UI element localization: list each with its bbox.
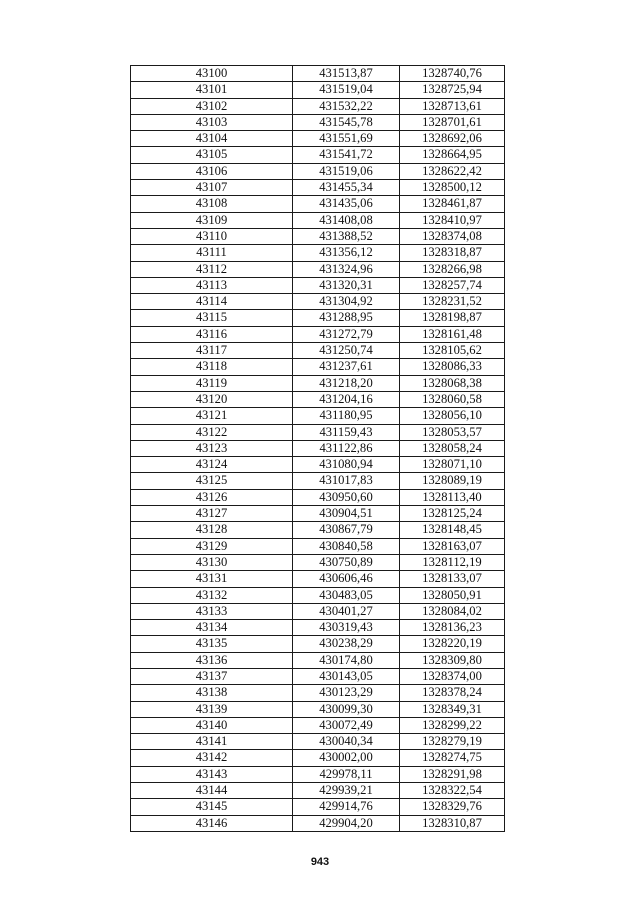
x-coordinate-cell: 431180,95	[293, 408, 400, 424]
table-row	[131, 326, 505, 342]
x-coordinate-cell: 430750,89	[293, 554, 400, 570]
x-coordinate-cell: 431408,08	[293, 212, 400, 228]
table-row	[131, 636, 505, 652]
table-row	[131, 457, 505, 473]
x-coordinate-cell: 431513,87	[293, 66, 400, 82]
coordinates-table-body	[131, 66, 505, 832]
point-id-cell: 43141	[131, 734, 293, 750]
x-coordinate-cell: 431356,12	[293, 245, 400, 261]
y-coordinate-cell: 1328125,24	[400, 506, 505, 522]
table-row	[131, 147, 505, 163]
point-id-cell: 43109	[131, 212, 293, 228]
point-id-cell: 43131	[131, 571, 293, 587]
x-coordinate-cell: 429914,76	[293, 799, 400, 815]
table-row	[131, 554, 505, 570]
point-id-cell: 43145	[131, 799, 293, 815]
table-row	[131, 734, 505, 750]
x-coordinate-cell: 431122,86	[293, 440, 400, 456]
y-coordinate-cell: 1328329,76	[400, 799, 505, 815]
table-row	[131, 343, 505, 359]
x-coordinate-cell: 430319,43	[293, 620, 400, 636]
point-id-cell: 43114	[131, 294, 293, 310]
x-coordinate-cell: 430606,46	[293, 571, 400, 587]
point-id-cell: 43139	[131, 701, 293, 717]
y-coordinate-cell: 1328163,07	[400, 538, 505, 554]
point-id-cell: 43135	[131, 636, 293, 652]
y-coordinate-cell: 1328374,00	[400, 668, 505, 684]
point-id-cell: 43103	[131, 114, 293, 130]
y-coordinate-cell: 1328113,40	[400, 489, 505, 505]
page-number: 943	[310, 856, 330, 868]
point-id-cell: 43112	[131, 261, 293, 277]
table-row	[131, 131, 505, 147]
point-id-cell: 43130	[131, 554, 293, 570]
y-coordinate-cell: 1328299,22	[400, 717, 505, 733]
table-row	[131, 180, 505, 196]
x-coordinate-cell: 430867,79	[293, 522, 400, 538]
y-coordinate-cell: 1328310,87	[400, 815, 505, 831]
point-id-cell: 43100	[131, 66, 293, 82]
x-coordinate-cell: 430040,34	[293, 734, 400, 750]
y-coordinate-cell: 1328058,24	[400, 440, 505, 456]
point-id-cell: 43110	[131, 228, 293, 244]
x-coordinate-cell: 430143,05	[293, 668, 400, 684]
point-id-cell: 43132	[131, 587, 293, 603]
y-coordinate-cell: 1328056,10	[400, 408, 505, 424]
point-id-cell: 43125	[131, 473, 293, 489]
table-row	[131, 783, 505, 799]
point-id-cell: 43102	[131, 98, 293, 114]
table-row	[131, 538, 505, 554]
table-row	[131, 82, 505, 98]
point-id-cell: 43126	[131, 489, 293, 505]
table-row	[131, 620, 505, 636]
point-id-cell: 43111	[131, 245, 293, 261]
y-coordinate-cell: 1328112,19	[400, 554, 505, 570]
x-coordinate-cell: 430002,00	[293, 750, 400, 766]
point-id-cell: 43123	[131, 440, 293, 456]
y-coordinate-cell: 1328105,62	[400, 343, 505, 359]
point-id-cell: 43138	[131, 685, 293, 701]
y-coordinate-cell: 1328060,58	[400, 391, 505, 407]
y-coordinate-cell: 1328257,74	[400, 277, 505, 293]
table-row	[131, 424, 505, 440]
table-row	[131, 750, 505, 766]
y-coordinate-cell: 1328664,95	[400, 147, 505, 163]
point-id-cell: 43124	[131, 457, 293, 473]
y-coordinate-cell: 1328279,19	[400, 734, 505, 750]
y-coordinate-cell: 1328231,52	[400, 294, 505, 310]
y-coordinate-cell: 1328461,87	[400, 196, 505, 212]
table-row	[131, 163, 505, 179]
x-coordinate-cell: 431435,06	[293, 196, 400, 212]
y-coordinate-cell: 1328133,07	[400, 571, 505, 587]
table-row	[131, 668, 505, 684]
table-row	[131, 277, 505, 293]
y-coordinate-cell: 1328692,06	[400, 131, 505, 147]
x-coordinate-cell: 430174,80	[293, 652, 400, 668]
table-row	[131, 685, 505, 701]
y-coordinate-cell: 1328291,98	[400, 766, 505, 782]
coordinates-table	[130, 65, 505, 832]
y-coordinate-cell: 1328349,31	[400, 701, 505, 717]
x-coordinate-cell: 431519,06	[293, 163, 400, 179]
table-row	[131, 261, 505, 277]
point-id-cell: 43143	[131, 766, 293, 782]
y-coordinate-cell: 1328136,23	[400, 620, 505, 636]
table-row	[131, 408, 505, 424]
x-coordinate-cell: 430483,05	[293, 587, 400, 603]
point-id-cell: 43113	[131, 277, 293, 293]
table-row	[131, 114, 505, 130]
x-coordinate-cell: 430072,49	[293, 717, 400, 733]
y-coordinate-cell: 1328701,61	[400, 114, 505, 130]
point-id-cell: 43105	[131, 147, 293, 163]
y-coordinate-cell: 1328161,48	[400, 326, 505, 342]
point-id-cell: 43142	[131, 750, 293, 766]
point-id-cell: 43136	[131, 652, 293, 668]
point-id-cell: 43117	[131, 343, 293, 359]
y-coordinate-cell: 1328089,19	[400, 473, 505, 489]
x-coordinate-cell: 430401,27	[293, 603, 400, 619]
x-coordinate-cell: 431551,69	[293, 131, 400, 147]
x-coordinate-cell: 431324,96	[293, 261, 400, 277]
x-coordinate-cell: 431017,83	[293, 473, 400, 489]
y-coordinate-cell: 1328713,61	[400, 98, 505, 114]
table-row	[131, 717, 505, 733]
y-coordinate-cell: 1328410,97	[400, 212, 505, 228]
x-coordinate-cell: 431080,94	[293, 457, 400, 473]
y-coordinate-cell: 1328378,24	[400, 685, 505, 701]
y-coordinate-cell: 1328148,45	[400, 522, 505, 538]
y-coordinate-cell: 1328309,80	[400, 652, 505, 668]
table-row	[131, 294, 505, 310]
y-coordinate-cell: 1328053,57	[400, 424, 505, 440]
point-id-cell: 43133	[131, 603, 293, 619]
x-coordinate-cell: 431204,16	[293, 391, 400, 407]
y-coordinate-cell: 1328374,08	[400, 228, 505, 244]
table-row	[131, 98, 505, 114]
y-coordinate-cell: 1328084,02	[400, 603, 505, 619]
table-row	[131, 603, 505, 619]
x-coordinate-cell: 431159,43	[293, 424, 400, 440]
table-row	[131, 571, 505, 587]
table-row	[131, 196, 505, 212]
x-coordinate-cell: 430123,29	[293, 685, 400, 701]
point-id-cell: 43108	[131, 196, 293, 212]
y-coordinate-cell: 1328500,12	[400, 180, 505, 196]
x-coordinate-cell: 431288,95	[293, 310, 400, 326]
table-row	[131, 440, 505, 456]
y-coordinate-cell: 1328274,75	[400, 750, 505, 766]
table-row	[131, 587, 505, 603]
x-coordinate-cell: 431455,34	[293, 180, 400, 196]
point-id-cell: 43119	[131, 375, 293, 391]
x-coordinate-cell: 429978,11	[293, 766, 400, 782]
y-coordinate-cell: 1328725,94	[400, 82, 505, 98]
y-coordinate-cell: 1328322,54	[400, 783, 505, 799]
x-coordinate-cell: 431320,31	[293, 277, 400, 293]
table-row	[131, 212, 505, 228]
point-id-cell: 43107	[131, 180, 293, 196]
y-coordinate-cell: 1328086,33	[400, 359, 505, 375]
x-coordinate-cell: 430099,30	[293, 701, 400, 717]
x-coordinate-cell: 431388,52	[293, 228, 400, 244]
point-id-cell: 43106	[131, 163, 293, 179]
x-coordinate-cell: 431519,04	[293, 82, 400, 98]
y-coordinate-cell: 1328198,87	[400, 310, 505, 326]
point-id-cell: 43128	[131, 522, 293, 538]
x-coordinate-cell: 431272,79	[293, 326, 400, 342]
table-row	[131, 245, 505, 261]
y-coordinate-cell: 1328068,38	[400, 375, 505, 391]
x-coordinate-cell: 431304,92	[293, 294, 400, 310]
table-row	[131, 815, 505, 831]
point-id-cell: 43101	[131, 82, 293, 98]
table-row	[131, 359, 505, 375]
table-row	[131, 701, 505, 717]
point-id-cell: 43121	[131, 408, 293, 424]
table-row	[131, 375, 505, 391]
point-id-cell: 43120	[131, 391, 293, 407]
x-coordinate-cell: 429904,20	[293, 815, 400, 831]
point-id-cell: 43122	[131, 424, 293, 440]
x-coordinate-cell: 431250,74	[293, 343, 400, 359]
x-coordinate-cell: 431545,78	[293, 114, 400, 130]
y-coordinate-cell: 1328071,10	[400, 457, 505, 473]
x-coordinate-cell: 431532,22	[293, 98, 400, 114]
table-row	[131, 473, 505, 489]
y-coordinate-cell: 1328050,91	[400, 587, 505, 603]
x-coordinate-cell: 431218,20	[293, 375, 400, 391]
y-coordinate-cell: 1328220,19	[400, 636, 505, 652]
point-id-cell: 43118	[131, 359, 293, 375]
point-id-cell: 43144	[131, 783, 293, 799]
table-row	[131, 228, 505, 244]
table-row	[131, 310, 505, 326]
point-id-cell: 43129	[131, 538, 293, 554]
table-row	[131, 506, 505, 522]
table-row	[131, 766, 505, 782]
point-id-cell: 43137	[131, 668, 293, 684]
x-coordinate-cell: 430840,58	[293, 538, 400, 554]
point-id-cell: 43140	[131, 717, 293, 733]
table-row	[131, 489, 505, 505]
point-id-cell: 43116	[131, 326, 293, 342]
y-coordinate-cell: 1328622,42	[400, 163, 505, 179]
x-coordinate-cell: 430238,29	[293, 636, 400, 652]
y-coordinate-cell: 1328266,98	[400, 261, 505, 277]
table-row	[131, 652, 505, 668]
x-coordinate-cell: 431237,61	[293, 359, 400, 375]
table-row	[131, 522, 505, 538]
point-id-cell: 43146	[131, 815, 293, 831]
table-row	[131, 391, 505, 407]
point-id-cell: 43127	[131, 506, 293, 522]
table-row	[131, 799, 505, 815]
x-coordinate-cell: 430950,60	[293, 489, 400, 505]
y-coordinate-cell: 1328318,87	[400, 245, 505, 261]
x-coordinate-cell: 431541,72	[293, 147, 400, 163]
point-id-cell: 43104	[131, 131, 293, 147]
point-id-cell: 43134	[131, 620, 293, 636]
table-row	[131, 66, 505, 82]
x-coordinate-cell: 430904,51	[293, 506, 400, 522]
x-coordinate-cell: 429939,21	[293, 783, 400, 799]
point-id-cell: 43115	[131, 310, 293, 326]
y-coordinate-cell: 1328740,76	[400, 66, 505, 82]
